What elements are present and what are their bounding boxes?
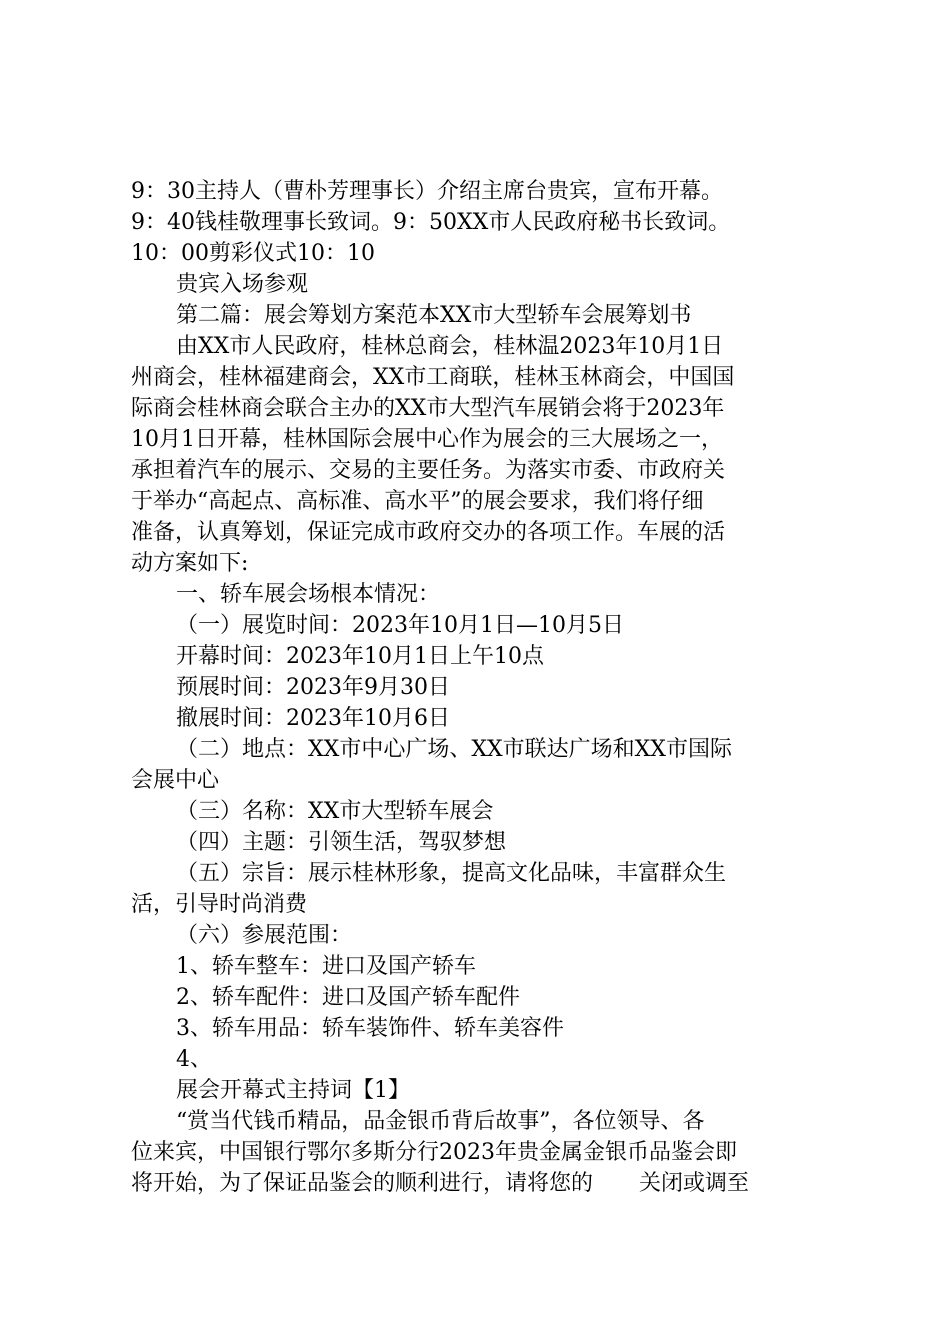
list-item: （三）名称：XX市大型轿车展会 (176, 799, 494, 824)
text-fragment: 将开始，为了保证品鉴会的顺利进行，请将您的 (131, 1171, 594, 1196)
list-item: （二）地点：XX市中心广场、XX市联达广场和XX市国际 (176, 737, 732, 762)
list-item: 开幕时间：2023年10月1日上午10点 (176, 644, 544, 669)
text-line: 会展中心 (131, 768, 220, 793)
list-item: 2、轿车配件：进口及国产轿车配件 (176, 985, 520, 1010)
text-line: “赏当代钱币精品，品金银币背后故事”，各位领导、各 (176, 1109, 705, 1134)
list-item: 预展时间：2023年9月30日 (176, 675, 450, 700)
section-heading: 一、轿车展会场根本情况： (176, 582, 441, 607)
text-line: 10月1日开幕，桂林国际会展中心作为展会的三大展场之一， (131, 427, 723, 452)
list-item: （五）宗旨：展示桂林形象，提高文化品味，丰富群众生 (176, 861, 727, 886)
text-line: 活，引导时尚消费 (131, 892, 308, 917)
list-item: （一）展览时间：2023年10月1日—10月5日 (176, 613, 624, 638)
text-line: 州商会，桂林福建商会，XX市工商联，桂林玉林商会，中国国 (131, 365, 735, 390)
text-line: 准备，认真筹划，保证完成市政府交办的各项工作。车展的活 (131, 520, 726, 545)
text-line: 于举办“高起点、高标准、高水平”的展会要求，我们将仔细 (131, 489, 704, 514)
text-line: 9：30主持人（曹朴芳理事长）介绍主席台贵宾，宣布开幕。 (131, 179, 723, 204)
text-line: 际商会桂林商会联合主办的XX市大型汽车展销会将于2023年 (131, 396, 725, 421)
section-heading: 展会开幕式主持词【1】 (176, 1078, 410, 1103)
text-line: 10：00剪彩仪式10：10 (131, 241, 375, 266)
section-heading: 第二篇：展会筹划方案范本XX市大型轿车会展筹划书 (176, 303, 692, 328)
text-line: 位来宾，中国银行鄂尔多斯分行2023年贵金属金银币品鉴会即 (131, 1140, 737, 1165)
text-line: 由XX市人民政府，桂林总商会，桂林温2023年10月1日 (176, 334, 724, 359)
text-line: 承担着汽车的展示、交易的主要任务。为落实市委、市政府关 (131, 458, 726, 483)
text-line (131, 1168, 831, 1199)
document-body (131, 176, 831, 1199)
text-fragment: 关闭或调至 (639, 1171, 750, 1196)
text-line: 9：40钱桂敬理事长致词。9：50XX市人民政府秘书长致词。 (131, 210, 731, 235)
list-item: 撤展时间：2023年10月6日 (176, 706, 450, 731)
list-item: （六）参展范围： (176, 923, 353, 948)
list-item: 3、轿车用品：轿车装饰件、轿车美容件 (176, 1016, 564, 1041)
text-line: 贵宾入场参观 (176, 272, 309, 297)
list-item: 1、轿车整车：进口及国产轿车 (176, 954, 476, 979)
list-item: 4、 (176, 1047, 212, 1072)
list-item: （四）主题：引领生活，驾驭梦想 (176, 830, 507, 855)
text-line: 动方案如下: (131, 551, 249, 576)
